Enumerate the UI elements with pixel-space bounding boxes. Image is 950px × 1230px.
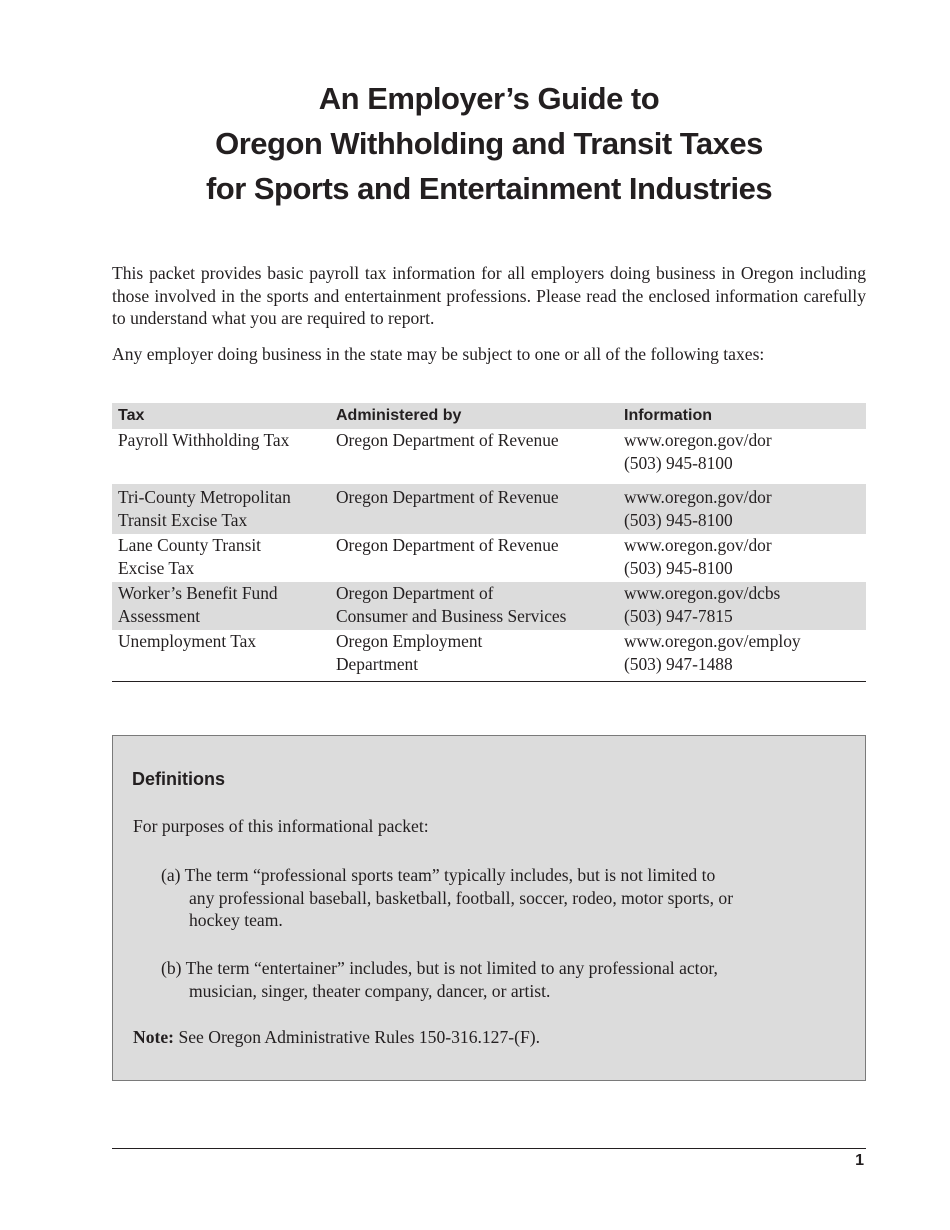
header-administered-by: Administered by	[330, 403, 618, 429]
definition-label: (b)	[161, 958, 182, 978]
website-text: www.oregon.gov/employ	[624, 631, 801, 651]
definition-text: any professional baseball, basketball, football, soccer, rodeo, motor sports, or	[189, 887, 734, 908]
admin-cell: Oregon Department of Consumer and Business Services	[330, 582, 618, 630]
title-line-2: Oregon Withholding and Transit Taxes	[215, 126, 763, 161]
info-cell	[618, 534, 866, 582]
phone-text: (503) 947-1488	[624, 653, 733, 674]
info-cell	[618, 630, 866, 682]
definition-label: (a)	[161, 865, 181, 885]
note-label: Note:	[133, 1027, 175, 1047]
definition-text: The term “entertainer” includes, but is not limited to any professional actor,	[185, 958, 718, 978]
tax-cell: Unemployment Tax	[118, 631, 257, 651]
table-row	[112, 534, 866, 582]
definition-item-a	[161, 864, 841, 932]
phone-text: (503) 945-8100	[624, 557, 733, 578]
definitions-note	[133, 1027, 540, 1048]
definition-text: musician, singer, theater company, dancer, or artist.	[189, 980, 551, 1001]
tax-cell: Payroll Withholding Tax	[118, 430, 290, 450]
tax-cell: Tri-County Metropolitan Transit Excise Tax	[112, 484, 330, 534]
note-text: See Oregon Administrative Rules 150-316.127-(F).	[178, 1027, 541, 1047]
tax-cell: Lane County Transit Excise Tax	[118, 535, 261, 578]
title-line-1: An Employer’s Guide to	[318, 81, 660, 116]
definition-text: hockey team.	[189, 910, 283, 930]
phone-text: (503) 945-8100	[624, 452, 733, 473]
website-text: www.oregon.gov/dor	[624, 487, 772, 507]
table-header-row	[112, 403, 866, 429]
info-cell	[618, 429, 866, 484]
header-tax: Tax	[112, 403, 330, 429]
intro-paragraph: This packet provides basic payroll tax information for all employers doing business in Oregon including those involved in the sports and entertainment professions. Please read the enclosed information carefully to understand what you are required to report.	[112, 263, 866, 328]
info-cell	[618, 582, 866, 630]
phone-text: (503) 947-7815	[624, 605, 733, 626]
website-text: www.oregon.gov/dcbs	[624, 583, 781, 603]
admin-cell: Oregon Employment Department	[336, 631, 483, 674]
table-row	[112, 582, 866, 630]
definition-item-b	[161, 957, 841, 1002]
admin-cell: Oregon Department of Revenue	[336, 430, 559, 450]
admin-cell: Oregon Department of Revenue	[336, 535, 559, 555]
info-cell	[618, 484, 866, 534]
taxes-intro-paragraph: Any employer doing business in the state may be subject to one or all of the following taxes:	[112, 344, 765, 364]
title-line-3: for Sports and Entertainment Industries	[205, 171, 773, 206]
definition-text: The term “professional sports team” typically includes, but is not limited to	[184, 865, 716, 885]
page-title	[0, 76, 950, 211]
table-row	[112, 429, 866, 484]
phone-text: (503) 945-8100	[624, 509, 733, 530]
website-text: www.oregon.gov/dor	[624, 430, 772, 450]
definitions-intro: For purposes of this informational packet:	[133, 816, 429, 836]
table-row	[112, 630, 866, 682]
footer-divider	[112, 1148, 866, 1149]
tax-table	[112, 403, 866, 682]
header-information: Information	[618, 403, 866, 429]
definitions-box	[112, 735, 866, 1081]
website-text: www.oregon.gov/dor	[624, 535, 772, 555]
page-number: 1	[855, 1152, 864, 1169]
admin-cell: Oregon Department of Revenue	[330, 484, 618, 534]
definitions-heading: Definitions	[132, 769, 225, 789]
table-row	[112, 484, 866, 534]
tax-cell: Worker’s Benefit Fund Assessment	[112, 582, 330, 630]
